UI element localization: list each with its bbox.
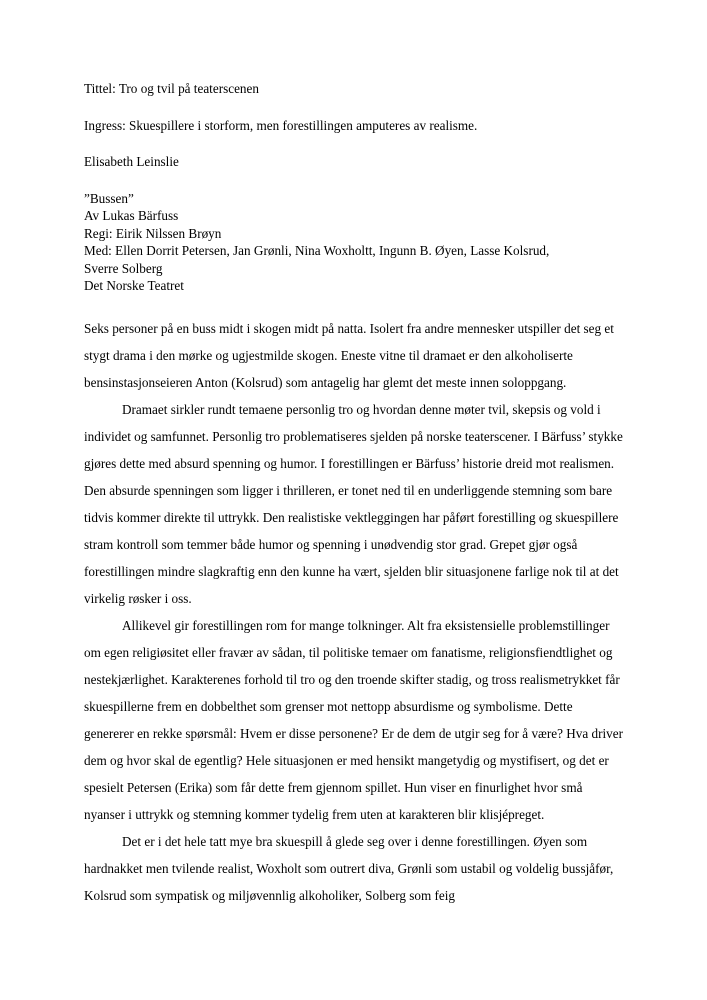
document-title: Tittel: Tro og tvil på teaterscenen xyxy=(84,81,259,96)
credit-line: Det Norske Teatret xyxy=(84,278,184,293)
ingress-block xyxy=(84,117,625,136)
title-block xyxy=(84,80,625,99)
credit-line: Regi: Eirik Nilssen Brøyn xyxy=(84,225,222,241)
document-author: Elisabeth Leinslie xyxy=(84,154,179,169)
credit-line: Med: Ellen Dorrit Petersen, Jan Grønli, Nina Woxholtt, Ingunn B. Øyen, Lasse Kolsrud, xyxy=(84,243,550,258)
document-ingress: Ingress: Skuespillere i storform, men forestillingen amputeres av realisme. xyxy=(84,117,478,133)
credit-line: Av Lukas Bärfuss xyxy=(84,208,179,223)
body-paragraph: Seks personer på en buss midt i skogen midt på natta. Isolert fra andre mennesker utspiller det seg et stygt drama i den mørke og ugjestmilde skogen. Eneste vitne til dramaet er den alkoholiserte bensinstasjonseieren Anton (Kolsrud) som antagelig har glemt det meste innen soloppgang. xyxy=(84,320,614,390)
body-paragraph: Dramaet sirkler rundt temaene personlig tro og hvordan denne møter tvil, skepsis og vold i individet og samfunnet. Personlig tro problematiseres sjelden på norske teaterscener. I Bärfuss’ stykke gjøres dette med absurd spenning og humor. I forestillingen er Bärfuss’ historie dreid mot realismen. Den absurde spenningen som ligger i thrilleren, er tonet ned til en underliggende stemning som bare tidvis kommer direkte til uttrykk. Den realistiske vektleggingen har påført forestilling og skuespillere stram kontroll som temmer både humor og spenning i unødvendig stor grad. Grepet gjør også forestillingen mindre slagkraftig enn den kunne ha vært, sjelden blir situasjonene farlige nok til at det virkelig røsker i oss. xyxy=(84,401,623,606)
document-body xyxy=(84,80,625,909)
credit-line: ”Bussen” xyxy=(84,190,134,206)
body-paragraph: Allikevel gir forestillingen rom for mange tolkninger. Alt fra eksistensielle problemstillinger om egen religiøsitet eller fravær av sådan, til politiske temaer om fanatisme, religionsfiendtlighet og nestekjærlighet. Karakterenes forhold til tro og den troende skifter stadig, og tross realismetrykket får skuespillerne frem en dobbelthet som grenser mot nettopp absurdisme og symbolisme. Dette genererer en rekke spørsmål: Hvem er disse personene? Er de dem de utgir seg for å være? Hva driver dem og hvor skal de egentlig? Hele situasjonen er med hensikt mangetydig og mystifisert, og det er spesielt Petersen (Erika) som får dette frem gjennom spillet. Hun viser en finurlighet hvor små nyanser i uttrykk og stemning kommer tydelig frem uten at karakteren blir klisjépreget. xyxy=(84,617,624,822)
body-paragraph: Det er i det hele tatt mye bra skuespill å glede seg over i denne forestillingen. Øyen som hardnakket men tvilende realist, Woxholt som outrert diva, Grønli som ustabil og voldelig bussjåfør, Kolsrud som sympatisk og miljøvennlig alkoholiker, Solberg som feig xyxy=(84,833,614,903)
credits-block xyxy=(84,190,625,295)
credit-line: Sverre Solberg xyxy=(84,260,163,276)
author-block xyxy=(84,153,625,172)
